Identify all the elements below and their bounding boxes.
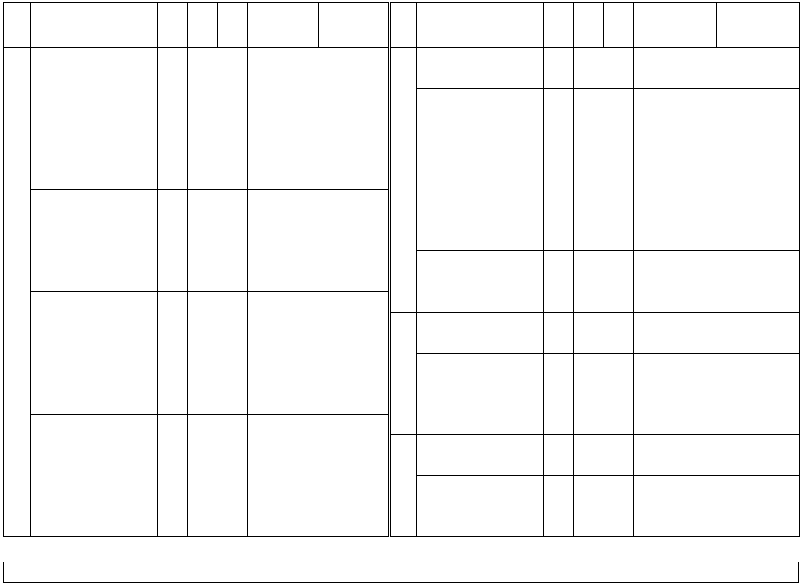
ad1-cell (574, 516, 604, 537)
ad2-cell (218, 149, 248, 169)
m1-cell (634, 374, 717, 394)
m2-cell (319, 455, 390, 476)
footnote (3, 562, 799, 583)
header-model-right (417, 3, 544, 48)
ad1-cell (574, 455, 604, 476)
ad2-cell (604, 414, 634, 435)
m2-cell (319, 516, 390, 537)
m2-cell (717, 89, 800, 110)
ad1-cell (188, 89, 218, 110)
m2-cell (319, 312, 390, 333)
m1-cell (634, 149, 717, 169)
m1-cell (248, 169, 319, 190)
m1-cell (634, 210, 717, 230)
header-ad1-right (574, 3, 604, 48)
ad2-cell (604, 48, 634, 69)
m2-cell (319, 414, 390, 435)
ad2-cell (218, 353, 248, 374)
m1-cell (248, 210, 319, 230)
m1-cell (634, 271, 717, 292)
pressure-cell (544, 312, 574, 353)
ad1-cell (574, 374, 604, 394)
ad1-cell (574, 394, 604, 415)
ad1-cell (188, 374, 218, 394)
ad2-cell (218, 312, 248, 333)
ad1-cell (188, 210, 218, 230)
model-cell (417, 129, 544, 149)
model-cell (417, 89, 544, 110)
m2-cell (717, 190, 800, 211)
ad1-cell (188, 169, 218, 190)
model-cell (417, 353, 544, 374)
m2-cell (319, 374, 390, 394)
series-label-right (390, 435, 417, 537)
ad2-cell (218, 48, 248, 69)
m2-cell (717, 353, 800, 374)
m1-cell (634, 109, 717, 129)
ad2-cell (218, 89, 248, 110)
ad1-cell (188, 129, 218, 149)
model-cell (31, 496, 158, 516)
m1-cell (248, 129, 319, 149)
ad1-cell (574, 190, 604, 211)
model-cell (31, 48, 158, 69)
m2-cell (319, 230, 390, 251)
ad2-cell (218, 394, 248, 415)
model-cell (417, 435, 544, 456)
header-pressure (158, 3, 188, 48)
header-m1 (248, 3, 319, 48)
model-cell (417, 496, 544, 516)
ad2-cell (604, 333, 634, 354)
ad2-cell (218, 476, 248, 497)
m1-cell (248, 292, 319, 313)
model-cell (31, 190, 158, 211)
m2-cell (717, 455, 800, 476)
table-row (4, 48, 800, 69)
model-cell (31, 149, 158, 169)
m1-cell (248, 190, 319, 211)
ad2-cell (604, 435, 634, 456)
header-series (4, 3, 31, 48)
m1-cell (634, 230, 717, 251)
m1-cell (634, 129, 717, 149)
m1-cell (248, 251, 319, 272)
ad2-cell (604, 516, 634, 537)
model-cell (31, 312, 158, 333)
pressure-cell (544, 89, 574, 251)
header-pressure-right (544, 3, 574, 48)
ad1-cell (574, 210, 604, 230)
m2-cell (319, 89, 390, 110)
ad2-cell (218, 455, 248, 476)
m1-cell (634, 312, 717, 333)
header-model (31, 3, 158, 48)
model-cell (417, 149, 544, 169)
ad1-cell (188, 190, 218, 211)
model-cell (31, 476, 158, 497)
ad2-cell (218, 374, 248, 394)
m2-cell (717, 414, 800, 435)
m2-cell (717, 496, 800, 516)
ad1-cell (188, 292, 218, 313)
ad1-cell (188, 516, 218, 537)
m2-cell (319, 210, 390, 230)
ad2-cell (218, 251, 248, 272)
ad2-cell (604, 374, 634, 394)
ad1-cell (188, 48, 218, 69)
m2-cell (319, 496, 390, 516)
model-cell (31, 169, 158, 190)
model-cell (31, 129, 158, 149)
model-cell (417, 109, 544, 129)
model-cell (31, 68, 158, 89)
model-cell (31, 414, 158, 435)
header-series-right (390, 3, 417, 48)
model-cell (417, 210, 544, 230)
ad1-cell (188, 333, 218, 354)
m2-cell (319, 353, 390, 374)
ad2-cell (604, 496, 634, 516)
m2-cell (717, 68, 800, 89)
model-cell (31, 516, 158, 537)
table-row (4, 312, 800, 333)
model-cell (31, 210, 158, 230)
m1-cell (248, 414, 319, 435)
header-row (4, 3, 800, 48)
ad2-cell (218, 516, 248, 537)
ad1-cell (188, 496, 218, 516)
table-row (4, 435, 800, 456)
ad2-cell (604, 129, 634, 149)
pressure-cell (544, 476, 574, 537)
ad2-cell (218, 68, 248, 89)
model-cell (31, 394, 158, 415)
ad1-cell (574, 476, 604, 497)
ad1-cell (188, 149, 218, 169)
model-cell (417, 312, 544, 333)
ad2-cell (218, 230, 248, 251)
model-cell (417, 516, 544, 537)
ad1-cell (188, 394, 218, 415)
ad2-cell (604, 455, 634, 476)
m1-cell (248, 435, 319, 456)
ad1-cell (574, 435, 604, 456)
m1-cell (248, 68, 319, 89)
ad1-cell (574, 496, 604, 516)
m2-cell (717, 251, 800, 272)
ad1-cell (188, 476, 218, 497)
m2-cell (717, 516, 800, 537)
ad1-cell (574, 333, 604, 354)
m1-cell (634, 516, 717, 537)
m1-cell (248, 496, 319, 516)
model-cell (417, 68, 544, 89)
header-ad2 (218, 3, 248, 48)
m1-cell (634, 89, 717, 110)
m1-cell (634, 169, 717, 190)
model-cell (417, 374, 544, 394)
ad2-cell (218, 210, 248, 230)
ad2-cell (604, 394, 634, 415)
ad1-cell (574, 89, 604, 110)
ad1-cell (188, 353, 218, 374)
ad1-cell (574, 129, 604, 149)
ad2-cell (604, 149, 634, 169)
model-cell (31, 89, 158, 110)
m1-cell (248, 374, 319, 394)
ad2-cell (604, 476, 634, 497)
ad2-cell (218, 190, 248, 211)
m2-cell (717, 292, 800, 313)
model-cell (417, 251, 544, 272)
pressure-cell (544, 435, 574, 476)
ad1-cell (188, 251, 218, 272)
model-cell (417, 271, 544, 292)
m1-cell (248, 333, 319, 354)
m1-cell (634, 414, 717, 435)
m1-cell (634, 333, 717, 354)
m2-cell (319, 292, 390, 313)
series-label-right (390, 48, 417, 313)
ad2-cell (218, 109, 248, 129)
model-cell (31, 455, 158, 476)
ad2-cell (604, 190, 634, 211)
ad1-cell (188, 68, 218, 89)
m1-cell (634, 68, 717, 89)
ad1-cell (574, 353, 604, 374)
series-label-right (390, 312, 417, 435)
ad1-cell (574, 48, 604, 69)
m2-cell (717, 230, 800, 251)
m2-cell (717, 169, 800, 190)
m1-cell (634, 394, 717, 415)
model-cell (417, 48, 544, 69)
m1-cell (248, 353, 319, 374)
ad1-cell (574, 271, 604, 292)
ad2-cell (218, 435, 248, 456)
ad1-cell (574, 312, 604, 333)
ad2-cell (218, 333, 248, 354)
pressure-cell (544, 251, 574, 313)
ad1-cell (188, 455, 218, 476)
ad2-cell (218, 129, 248, 149)
model-cell (417, 292, 544, 313)
m2-cell (717, 312, 800, 333)
m1-cell (634, 353, 717, 374)
model-cell (31, 374, 158, 394)
ad2-cell (218, 271, 248, 292)
ad1-cell (188, 230, 218, 251)
m1-cell (634, 48, 717, 69)
ad1-cell (574, 414, 604, 435)
m1-cell (248, 149, 319, 169)
m1-cell (634, 251, 717, 272)
pressure-cell (544, 48, 574, 89)
m2-cell (717, 271, 800, 292)
header-m1-right (634, 3, 717, 48)
m1-cell (634, 476, 717, 497)
m2-cell (717, 48, 800, 69)
m1-cell (248, 312, 319, 333)
m1-cell (248, 271, 319, 292)
m1-cell (248, 89, 319, 110)
ad1-cell (574, 68, 604, 89)
ad1-cell (574, 149, 604, 169)
m2-cell (319, 48, 390, 69)
model-cell (31, 251, 158, 272)
ad2-cell (604, 210, 634, 230)
m1-cell (248, 394, 319, 415)
m2-cell (319, 251, 390, 272)
ad1-cell (188, 414, 218, 435)
model-cell (31, 271, 158, 292)
model-cell (31, 435, 158, 456)
m2-cell (319, 68, 390, 89)
m2-cell (319, 476, 390, 497)
model-cell (31, 333, 158, 354)
pressure-cell (158, 414, 188, 537)
model-cell (31, 109, 158, 129)
m2-cell (717, 333, 800, 354)
ad2-cell (604, 353, 634, 374)
model-cell (417, 414, 544, 435)
header-m2 (319, 3, 390, 48)
model-cell (417, 169, 544, 190)
m1-cell (634, 435, 717, 456)
m1-cell (634, 496, 717, 516)
ad2-cell (218, 496, 248, 516)
m1-cell (248, 109, 319, 129)
ad1-cell (574, 230, 604, 251)
ad2-cell (604, 89, 634, 110)
m2-cell (717, 129, 800, 149)
ad2-cell (604, 169, 634, 190)
ad2-cell (604, 292, 634, 313)
m2-cell (319, 149, 390, 169)
m2-cell (319, 129, 390, 149)
model-cell (417, 230, 544, 251)
ad1-cell (574, 109, 604, 129)
model-cell (31, 230, 158, 251)
m1-cell (248, 516, 319, 537)
pressure-cell (158, 292, 188, 415)
model-cell (417, 476, 544, 497)
m2-cell (319, 333, 390, 354)
spec-body (4, 48, 800, 537)
m2-cell (717, 210, 800, 230)
m1-cell (634, 455, 717, 476)
model-cell (417, 190, 544, 211)
model-cell (417, 394, 544, 415)
m2-cell (717, 435, 800, 456)
m1-cell (248, 48, 319, 69)
m1-cell (248, 455, 319, 476)
ad2-cell (218, 292, 248, 313)
ad1-cell (574, 251, 604, 272)
ad1-cell (188, 435, 218, 456)
ad2-cell (604, 68, 634, 89)
ad1-cell (574, 169, 604, 190)
pressure-cell (544, 353, 574, 435)
m2-cell (319, 271, 390, 292)
m2-cell (717, 374, 800, 394)
ad2-cell (604, 230, 634, 251)
m2-cell (319, 190, 390, 211)
m2-cell (717, 394, 800, 415)
m2-cell (717, 109, 800, 129)
m1-cell (248, 230, 319, 251)
m2-cell (319, 394, 390, 415)
ad2-cell (218, 414, 248, 435)
m1-cell (634, 190, 717, 211)
m2-cell (717, 476, 800, 497)
model-cell (417, 333, 544, 354)
ad1-cell (188, 109, 218, 129)
m2-cell (717, 149, 800, 169)
model-cell (31, 353, 158, 374)
m2-cell (319, 109, 390, 129)
model-cell (31, 292, 158, 313)
ad2-cell (604, 251, 634, 272)
ad1-cell (574, 292, 604, 313)
header-ad1 (188, 3, 218, 48)
series-label-light (4, 48, 31, 537)
pressure-cell (158, 190, 188, 292)
ad2-cell (604, 109, 634, 129)
m1-cell (248, 476, 319, 497)
header-m2-right (717, 3, 800, 48)
pressure-cell (158, 48, 188, 190)
ad2-cell (604, 271, 634, 292)
ad2-cell (604, 312, 634, 333)
ad1-cell (188, 271, 218, 292)
ad1-cell (188, 312, 218, 333)
header-ad2-right (604, 3, 634, 48)
ad2-cell (218, 169, 248, 190)
m2-cell (319, 435, 390, 456)
model-cell (417, 455, 544, 476)
fitting-spec-table (3, 2, 800, 537)
m1-cell (634, 292, 717, 313)
m2-cell (319, 169, 390, 190)
